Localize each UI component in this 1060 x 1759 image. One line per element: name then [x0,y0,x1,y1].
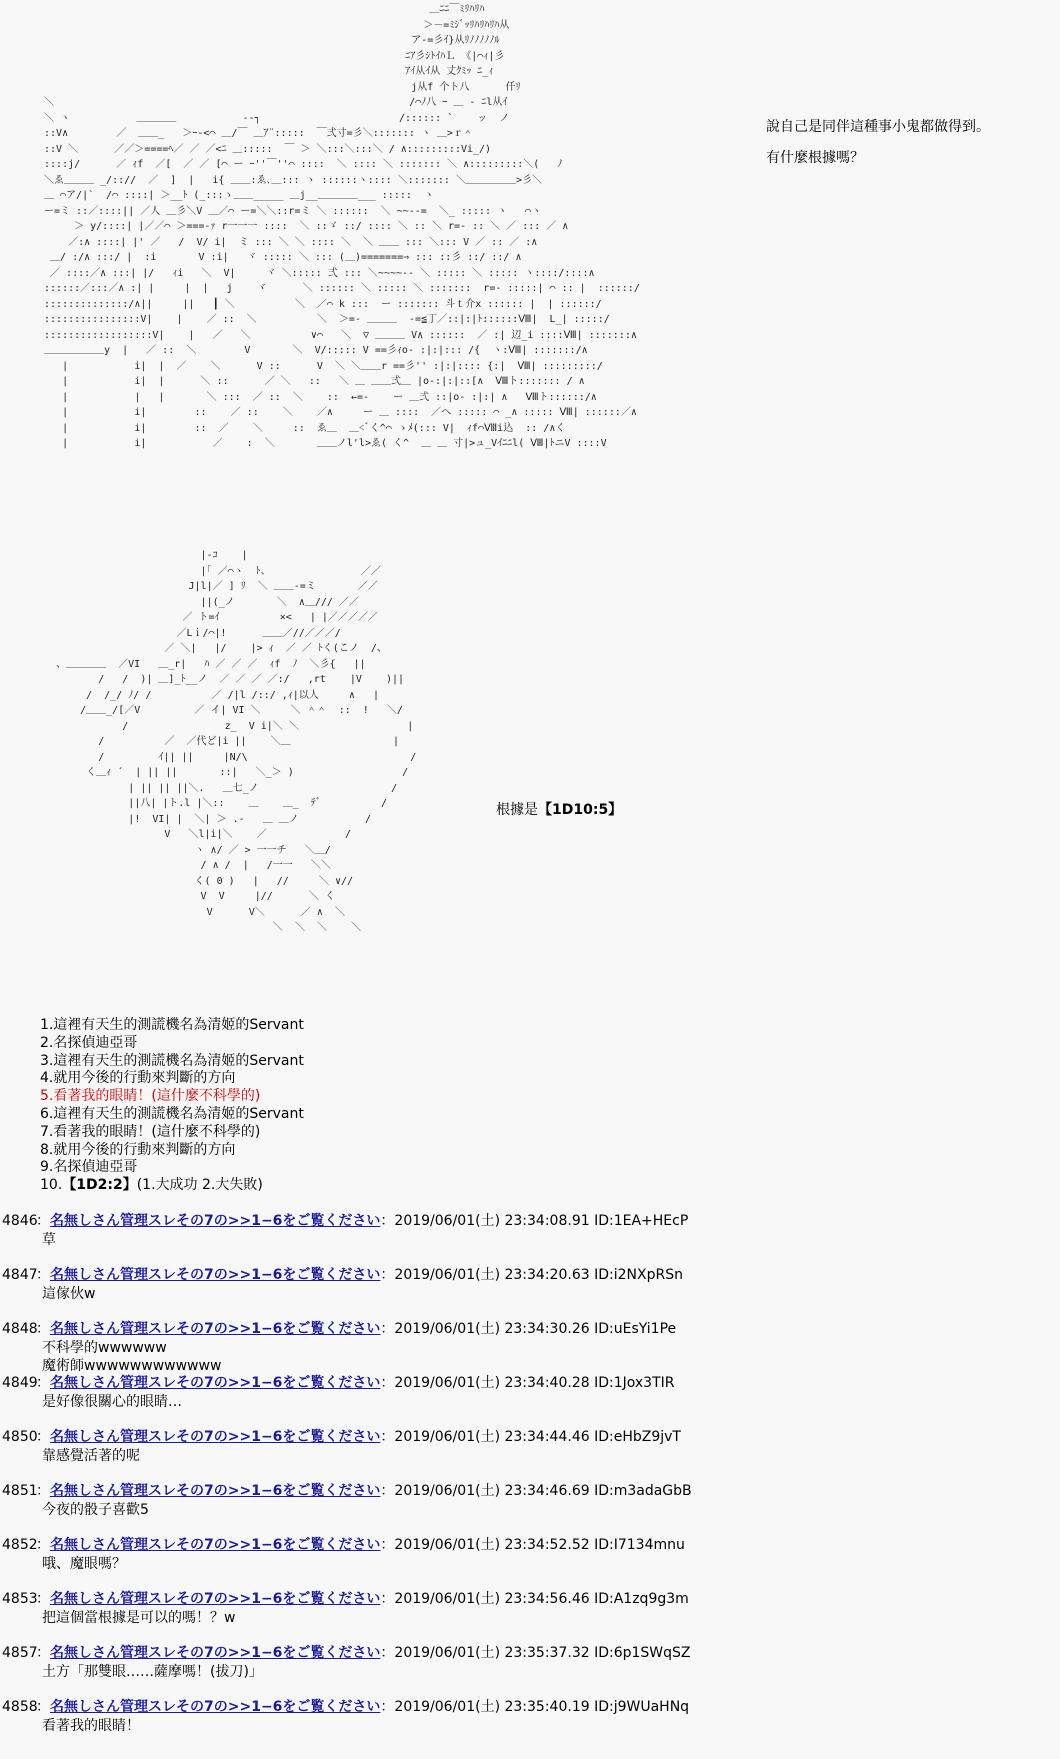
post [0,1537,1040,1591]
poster-name-link[interactable]: 名無しさん管理スレその7の>>1−6をご覧ください [50,1375,381,1391]
post-body [42,1609,235,1627]
post-header [0,1483,692,1500]
separator: ： [380,1537,395,1553]
post-body [42,1663,263,1681]
poster-name-link[interactable]: 名無しさん管理スレその7の>>1−6をご覧ください [50,1267,381,1283]
post-header [0,1537,685,1554]
speech-line-1: 說自己是同伴這種事小鬼都做得到。 [766,119,990,135]
post [0,1429,1040,1483]
poster-id: ID:6p1SWqSZ [594,1645,691,1661]
separator: ： [36,1699,50,1715]
post-body-line: 土方「那雙眼……薩摩嗎！(拔刀)」 [42,1664,263,1680]
separator: ： [380,1699,395,1715]
post-header [0,1645,691,1662]
poster-name-link[interactable]: 名無しさん管理スレその7の>>1−6をご覧ください [50,1699,381,1715]
choice-item-selected: 5.看著我的眼睛！(這什麼不科學的) [40,1088,261,1105]
post-date: 2019/06/01(土) 23:34:20.63 [394,1267,590,1283]
post-body-line: 這傢伙w [42,1286,96,1302]
post-number: 4846 [2,1213,38,1229]
choice-item: 9.名探偵迪亞哥 [40,1159,138,1176]
separator: ： [380,1267,395,1283]
post-date: 2019/06/01(土) 23:34:30.26 [394,1321,590,1337]
dice-roll-result: 【1D10:5】 [538,802,623,818]
post [0,1321,1040,1375]
separator: ： [380,1483,395,1499]
post-body [42,1393,182,1411]
post-body [42,1231,56,1249]
poster-id: ID:1Jox3TIR [594,1375,675,1391]
post [0,1591,1040,1645]
choice-item: 6.這裡有天生的測謊機名為清姬的Servant [40,1105,304,1122]
poster-id: ID:j9WUaHNq [594,1699,690,1715]
post-date: 2019/06/01(土) 23:34:40.28 [394,1375,590,1391]
poster-id: ID:m3adaGbB [594,1483,692,1499]
separator: ： [380,1591,395,1607]
post-header [0,1213,688,1230]
post-body [42,1339,221,1375]
poster-id: ID:eHbZ9jvT [594,1429,681,1445]
separator: ： [36,1375,50,1391]
post [0,1267,1040,1321]
post-body-line: 是好像很關心的眼睛… [42,1394,182,1410]
post-header [0,1267,683,1284]
post-header [0,1429,681,1446]
post-number: 4852 [2,1537,38,1553]
speech-mid [496,801,622,819]
poster-name-link[interactable]: 名無しさん管理スレその7の>>1−6をご覧ください [50,1645,381,1661]
separator: ： [36,1213,50,1229]
poster-name-link[interactable]: 名無しさん管理スレその7の>>1−6をご覧ください [50,1537,381,1553]
post-date: 2019/06/01(土) 23:34:56.46 [394,1591,590,1607]
post-body-line: 看著我的眼睛！ [42,1718,140,1734]
post-date: 2019/06/01(土) 23:34:08.91 [394,1213,590,1229]
poster-id: ID:I7134mnu [594,1537,685,1553]
poster-id: ID:uEsYi1Pe [594,1321,677,1337]
post-body [42,1447,140,1465]
post-body-line: 靠感覺活著的呢 [42,1448,140,1464]
separator: ： [36,1267,50,1283]
choice-10-prefix: 10. [40,1177,63,1194]
poster-name-link[interactable]: 名無しさん管理スレその7の>>1−6をご覧ください [50,1321,381,1337]
speech-mid-prefix: 根據是 [496,802,538,818]
separator: ： [36,1591,50,1607]
post-body-line: 今夜的骰子喜歡5 [42,1502,149,1518]
poster-id: ID:A1zq9g3m [594,1591,689,1607]
choice-item-10 [40,1177,304,1195]
separator: ： [380,1645,395,1661]
post-body [42,1717,140,1735]
separator: ： [36,1321,50,1337]
choice-list [40,1017,304,1195]
post-number: 4847 [2,1267,38,1283]
speech-line-2: 有什麼根據嗎？ [766,150,864,166]
post-date: 2019/06/01(土) 23:35:40.19 [394,1699,590,1715]
choice-item: 1.這裡有天生的測謊機名為清姬的Servant [40,1017,304,1033]
choice-item: 7.看著我的眼睛！(這什麼不科學的) [40,1123,261,1140]
post [0,1375,1040,1429]
post [0,1645,1040,1699]
choice-item: 8.就用今後的行動來判斷的方向 [40,1141,236,1158]
separator: ： [380,1213,395,1229]
choice-10-suffix: (1.大成功 2.大失敗) [136,1177,263,1194]
post-number: 4850 [2,1429,38,1445]
poster-name-link[interactable]: 名無しさん管理スレその7の>>1−6をご覧ください [50,1591,381,1607]
poster-name-link[interactable]: 名無しさん管理スレその7の>>1−6をご覧ください [50,1213,381,1229]
separator: ： [36,1537,50,1553]
post-list [0,1213,1040,1753]
post [0,1699,1040,1753]
post-body-line: 草 [42,1232,56,1248]
post-number: 4849 [2,1375,38,1391]
choice-10-roll: 【1D2:2】 [62,1177,137,1194]
post-date: 2019/06/01(土) 23:34:46.69 [394,1483,590,1499]
post-number: 4857 [2,1645,38,1661]
post-number: 4853 [2,1591,38,1607]
post-body [42,1285,95,1303]
speech-top [766,118,990,167]
post-date: 2019/06/01(土) 23:34:44.46 [394,1429,590,1445]
post-date: 2019/06/01(土) 23:35:37.32 [394,1645,590,1661]
poster-id: ID:i2NXpRSn [594,1267,683,1283]
post-header [0,1321,676,1338]
post-number: 4848 [2,1321,38,1337]
post-number: 4858 [2,1699,38,1715]
post-body-line: 不科學的wwwwww [42,1340,167,1356]
poster-name-link[interactable]: 名無しさん管理スレその7の>>1−6をご覧ください [50,1483,381,1499]
post-body-line: 把這個當根據是可以的嗎！？w [42,1610,236,1626]
post-body [42,1555,126,1573]
separator: ： [36,1483,50,1499]
post [0,1483,1040,1537]
separator: ： [36,1429,50,1445]
separator: ： [380,1375,395,1391]
separator: ： [380,1429,395,1445]
ascii-art-top: ＿ﾆﾆ￣ﾐﾘﾊﾘﾊ ＞－=ﾐｼﾞｯﾘﾊﾘﾊﾘﾊ从 ア-=彡ｲ}从ﾘﾉﾉﾉﾉﾉﾙ ﾆｱ彡ｼﾄｲﾊＬ 《|⌒ｨ|彡 ｱｲ从ｲ从 丈ｸﾐｯ ﾆ_ｨ j从f 个ト八 仟ﾘ ＼ /⌒ﾉ八 ｰ ＿ - ﾆl从ｲ ＼ ヽ ＿＿＿＿ -‐┐ /:::::: ` ッ ノ ::V∧ ／ ＿＿_ ＞ｰ-<⌒ ＿/￣ ＿ｱ¨::::: ￣弍寸=彡＼::::::: ヽ ＿>ｒ＾ ::V ＼ ／／＞====ﾍ／ ／ ／<ﾆ ＿::::: ￣ ＞ ＼:::＼:::＼ / ∧:::::::::Vi_/) ::::j/ ／ ｨf ／[ ／ ／ [⌒ ー ｰ''￣''⌒ :::: ＼ :::: ＼ ::::::: ＼ ∧:::::::::＼( ﾉ ＼ゑ＿＿＿ _/::// ／ ] | i{ ＿＿:ゑ､＿::: ヽ ::::::ヽ:::: ＼::::::: ＼＿＿＿＿＿>彡＼ ＿ ⌒ア/|` /⌒ ::::| ＞__ﾄ (_:::ゝ＿＿_____ ＿j__＿＿＿＿___ ::::: ヽ ー=ミ ::／::::|| ／人 ＿彡＼V ＿／⌒ ー=＼＼::r=ミ ＼ :::::: ＼ ~~--= ＼_ ::::: ヽ ⌒ヽ ＞ y/::::| |／／⌒ ＞===-ｧ r一一一 :::: ＼ ::ゞ ::/ :::: ＼ :: ＼ r=- :: ＼ ／ ::: ／ ∧ ／:∧ ::::| |' ／ / V/ i| ミ ::: ＼ ＼ :::: ＼ ＼ ＿＿ ::: ＼::: V ／ :: ／ :∧ ＿/ :/∧ :::/ | :i V :i| ヾ ::::: ＼ ::: (＿)=======⇒ ::: ::彡 ::/ ::/ ∧ ／ ::::／∧ :::| |/ ｨi ＼ V| ヾ ＼::::: 弍 ::: ＼~~~~-- ＼ ::::: ＼ ::::: ヽ::::/::::∧ ::::::／:::／∧ :| | | | j ヾ ＼ :::::: ＼ ::::: ＼ ::::::: r=- :::::| ⌒ :: | ::::::/ ::::::::::::::/∧|| || ┃ ＼ ＼ ／⌒ k ::: ー ::::::: 斗ｔ介x :::::: | | ::::::/ ::::::::::::::::V| | ／ :: ＼ ＼ ＞=- ＿＿＿ -=≦丁／::|:|ﾄ::::::Ⅷ| L_| :::::/ ::::::::::::::::::V| | ／ ＼ ∨⌒ ＼ ▽ ＿＿＿ V∧ :::::: ／ :| 辺_i ::::Ⅷ| :::::::∧ ＿＿＿＿＿＿y | ／ :: ＼ V ＼ V/::::: V ==彡ｨo- :|:|::: /{ ヽ:Ⅷ| :::::::/∧ | i| | ／ ＼ V :: V ＼ ＼＿＿r ==彡'' :|:|:::: {:| Ⅷ| :::::::::/ | i| | ＼ :: ／ ＼ :: ＼ ＿ ＿＿弍＿ |o-:|:|::[∧ Ⅷト::::::: / ∧ | | | ＼ ::: ／ :: ＼ :: ←=- ー ＿弍 ::|o- :|:| ∧ Ⅷト::::::/∧ | i| :: ／ :: ＼ ／∧ ー ＿ :::: ／へ ::::: ⌒ _∧ ::::: Ⅷ| ::::::／∧ | i| :: ／ ＼ :: ゑ＿ ＿<ﾞく^⌒ ゝﾒ(::: V| ｨf⌒Ⅷi込 :: /∧く | i| ／ : ＼ ＿＿ノl'l>ゑ( く^ ＿ ＿ 寸|>ュ_Vｲﾆﾆl( Ⅷ|ﾄニV ::::V [44,4,640,449]
post-header [0,1591,689,1608]
choice-item: 2.名探偵迪亞哥 [40,1034,138,1051]
separator: ： [380,1321,395,1337]
post-header [0,1699,689,1716]
poster-name-link[interactable]: 名無しさん管理スレその7の>>1−6をご覧ください [50,1429,381,1445]
poster-id: ID:1EA+HEcP [594,1213,689,1229]
post-header [0,1375,675,1392]
post [0,1213,1040,1267]
ascii-art-bottom: |-ｺ | |｢ ／⌒ヽ ﾄ、 ／／ J|l|／ ] ﾘ ＼ ＿＿-=ミ ／／ ||(_ノ ＼ ∧＿/// ／／ ／ ト=ｲ ×< | |／／／／／ ／Lｉ/⌒|! ＿＿／//／／／/ ／ ＼| |/ |> ｨ ／ ／ ﾄく(こノ /、 、＿＿＿＿ ／VI ＿_r| ﾊ ／ ／ ／ ｨf ﾉ ＼彡{ || / / )| ＿]_ﾄ__ノ ／ ／ ／ ／:/ ,rt |V )|| / /_/ ﾉ/ / ／ /|l /::/ ,ｨ|以人 ∧ | /＿＿_/[／V ／ イ| VI ＼ ＼ ＾＾ :: ! ＼/ / z_ V i|＼ ＼ | / ／ ／代ど|i || ＼＿ | / ｲ|| || |N/\ / く＿ｨ ´ | || || ::| ＼_＞ ) / | || || ||＼. ＿七_ノ / ||八| |ト.l |＼:: ＿ ＿_ ﾃﾞ / |! VI| | ＼| ＞ .- ＿ ＿ノ / V ＼l|i|＼ ／ / ヽ ∧/ ／ > 一一チ ＼＿/ / ∧ / | /一一 ＼＼ く( 0 ) | // ＼ ∨// V V |// ＼ く V V＼ ／ ∧ ＼ ＼ ＼ ＼ ＼ [56,550,417,933]
post-date: 2019/06/01(土) 23:34:52.52 [394,1537,590,1553]
choice-item: 3.這裡有天生的測謊機名為清姬的Servant [40,1052,304,1069]
separator: ： [36,1645,50,1661]
post-body-line: 哦、魔眼嗎？ [42,1556,126,1572]
post-body [42,1501,149,1519]
choice-item: 4.就用今後的行動來判斷的方向 [40,1070,236,1087]
post-body-line: 魔術師wwwwwwwwwwww [42,1358,222,1374]
post-number: 4851 [2,1483,38,1499]
